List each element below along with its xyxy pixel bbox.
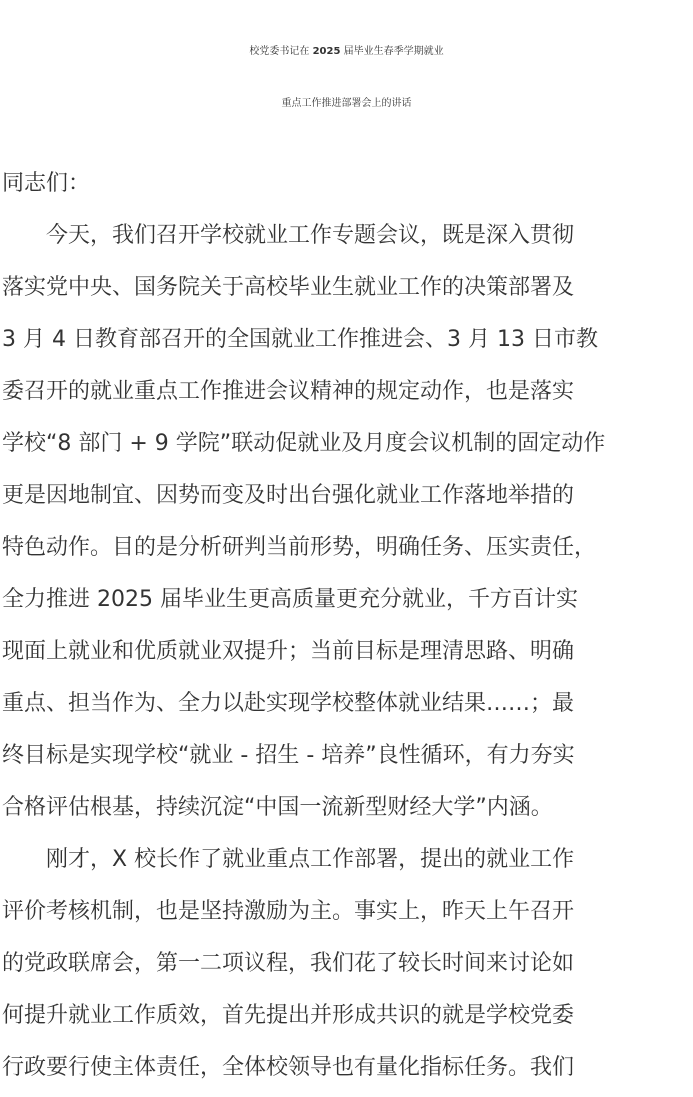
body-line: 委召开的就业重点工作推进会议精神的规定动作，也是落实 xyxy=(2,379,575,404)
body-line: 今天，我们召开学校就业工作专题会议，既是深入贯彻 xyxy=(2,223,575,248)
body-line: 何提升就业工作质效，首先提出并形成共识的就是学校党委 xyxy=(2,1003,575,1028)
body-line: 落实党中央、国务院关于高校毕业生就业工作的决策部署及 xyxy=(2,275,575,300)
body-line: 的党政联席会，第一二项议程，我们花了较长时间来讨论如 xyxy=(2,951,575,976)
body-line: 更是因地制宜、因势而变及时出台强化就业工作落地举措的 xyxy=(2,483,575,508)
body-line: 全力推进 2025 届毕业生更高质量更充分就业，千方百计实 xyxy=(2,587,578,612)
body-line: 现面上就业和优质就业双提升；当前目标是理清思路、明确 xyxy=(2,639,575,664)
body-line: 评价考核机制，也是坚持激励为主。事实上，昨天上午召开 xyxy=(2,899,575,924)
body-line: 终目标是实现学校“就业 - 招生 - 培养”良性循环，有力夯实 xyxy=(2,743,575,768)
body-line: 学校“8 部门 + 9 学院”联动促就业及月度会议机制的固定动作 xyxy=(2,431,606,456)
body-line: 特色动作。目的是分析研判当前形势，明确任务、压实责任， xyxy=(2,535,597,560)
title-suffix: 届毕业生春季学期就业 xyxy=(343,46,444,57)
body-line: 3 月 4 日教育部召开的全国就业工作推进会、3 月 13 日市教 xyxy=(2,327,598,352)
body-line: 重点、担当作为、全力以赴实现学校整体就业结果……；最 xyxy=(2,691,575,716)
body-line: 合格评估根基，持续沉淀“中国一流新型财经大学”内涵。 xyxy=(2,795,553,820)
title-prefix: 校党委书记在 xyxy=(249,46,310,57)
document-title-line-1 xyxy=(0,32,693,72)
body-line: 刚才，X 校长作了就业重点工作部署，提出的就业工作 xyxy=(2,847,575,872)
title-year: 2025 xyxy=(312,46,341,57)
document-title-line-2: 重点工作推进部署会上的讲话 xyxy=(281,98,412,109)
greeting: 同志们： xyxy=(2,171,91,196)
body-line: 行政要行使主体责任，全体校领导也有量化指标任务。我们 xyxy=(2,1055,575,1080)
